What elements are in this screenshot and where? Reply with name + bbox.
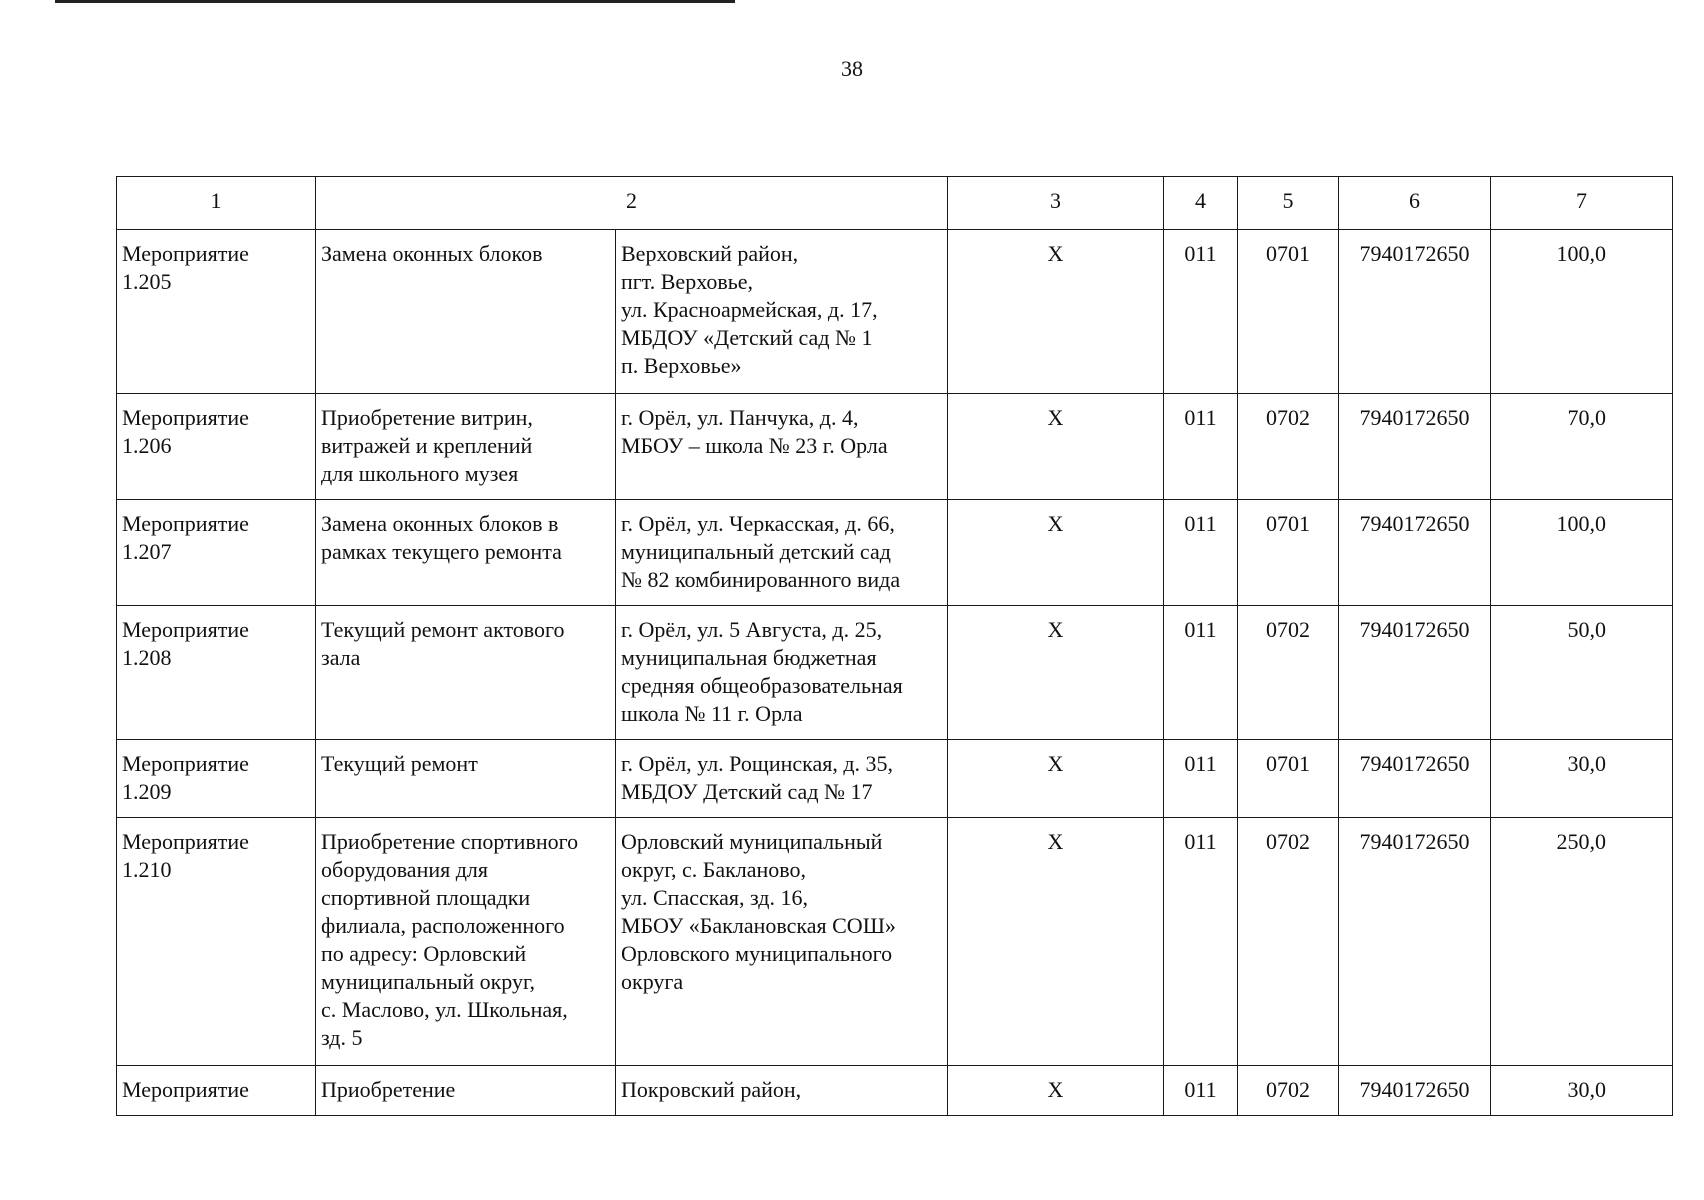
address-cell-line: муниципальный детский сад [621,539,891,564]
table-row [117,500,1673,606]
header-cell-5: 5 [1238,177,1339,230]
col3-cell: Х [948,818,1164,1066]
event-name-cell-line: Мероприятие [122,405,249,430]
table-row [117,740,1673,818]
address-cell-line: муниципальная бюджетная [621,645,877,670]
table-row [117,230,1673,394]
work-description-cell-line: оборудования для [321,857,489,882]
event-name-cell [117,230,316,394]
event-name-cell-line: 1.210 [122,857,172,882]
address-cell [616,1066,948,1116]
col6-cell: 7940172650 [1339,740,1491,818]
event-name-cell-line: 1.208 [122,645,172,670]
address-cell-line: Орловский муниципальный [621,829,883,854]
address-cell [616,230,948,394]
event-name-cell-line: Мероприятие [122,617,249,642]
work-description-cell-line: Приобретение витрин, [321,405,533,430]
table-row [117,394,1673,500]
event-name-cell-line: Мероприятие [122,751,249,776]
work-description-cell-line: Приобретение спортивного [321,829,579,854]
header-cell-2: 2 [316,177,948,230]
address-cell [616,394,948,500]
address-cell [616,740,948,818]
top-rule [55,0,735,3]
col6-cell: 7940172650 [1339,500,1491,606]
address-cell-line: п. Верховье» [621,353,742,378]
address-cell-line: пгт. Верховье, [621,269,754,294]
event-name-cell [117,818,316,1066]
work-description-cell-line: для школьного музея [321,461,519,486]
amount-cell: 30,0 [1491,740,1673,818]
work-description-cell [316,606,616,740]
table-header-row [117,177,1673,230]
header-cell-3: 3 [948,177,1164,230]
col4-cell: 011 [1164,500,1238,606]
address-cell-line: г. Орёл, ул. Панчука, д. 4, [621,405,859,430]
amount-cell: 250,0 [1491,818,1673,1066]
address-cell-line: г. Орёл, ул. Черкасская, д. 66, [621,511,895,536]
address-cell-line: ул. Красноармейская, д. 17, [621,297,878,322]
work-description-cell-line: с. Маслово, ул. Школьная, [321,997,568,1022]
work-description-cell-line: муниципальный округ, [321,969,536,994]
col3-cell: Х [948,606,1164,740]
work-description-cell [316,818,616,1066]
funding-table [116,176,1673,1116]
col6-cell: 7940172650 [1339,394,1491,500]
event-name-cell [117,1066,316,1116]
header-cell-7: 7 [1491,177,1673,230]
work-description-cell-line: филиала, расположенного [321,913,565,938]
page-number: 38 [841,56,863,81]
work-description-cell [316,394,616,500]
address-cell [616,818,948,1066]
address-cell-line: МБОУ «Баклановская СОШ» [621,913,896,938]
col5-cell: 0701 [1238,740,1339,818]
event-name-cell-line: Мероприятие [122,829,249,854]
col4-cell: 011 [1164,230,1238,394]
work-description-cell-line: Приобретение [321,1077,456,1102]
work-description-cell [316,1066,616,1116]
address-cell-line: МБОУ – школа № 23 г. Орла [621,433,888,458]
address-cell-line: МБДОУ Детский сад № 17 [621,779,873,804]
col6-cell: 7940172650 [1339,818,1491,1066]
address-cell [616,606,948,740]
event-name-cell-line: 1.209 [122,779,172,804]
table-row [117,818,1673,1066]
col5-cell: 0701 [1238,230,1339,394]
event-name-cell-line: Мероприятие [122,1077,249,1102]
col3-cell: Х [948,740,1164,818]
event-name-cell-line: 1.206 [122,433,172,458]
table-body [117,230,1673,1116]
col4-cell: 011 [1164,394,1238,500]
col5-cell: 0702 [1238,818,1339,1066]
col3-cell: Х [948,1066,1164,1116]
col4-cell: 011 [1164,606,1238,740]
col3-cell: Х [948,394,1164,500]
col4-cell: 011 [1164,1066,1238,1116]
address-cell-line: Верховский район, [621,241,799,266]
address-cell-line: ул. Спасская, зд. 16, [621,885,808,910]
address-cell-line: г. Орёл, ул. 5 Августа, д. 25, [621,617,883,642]
header-cell-1: 1 [117,177,316,230]
work-description-cell-line: Текущий ремонт актового [321,617,565,642]
work-description-cell [316,740,616,818]
amount-cell: 100,0 [1491,230,1673,394]
table-row [117,606,1673,740]
col4-cell: 011 [1164,818,1238,1066]
event-name-cell [117,606,316,740]
work-description-cell [316,500,616,606]
col3-cell: Х [948,500,1164,606]
address-cell-line: МБДОУ «Детский сад № 1 [621,325,873,350]
col5-cell: 0702 [1238,606,1339,740]
col6-cell: 7940172650 [1339,230,1491,394]
col5-cell: 0701 [1238,500,1339,606]
work-description-cell-line: Замена оконных блоков в [321,511,559,536]
event-name-cell [117,394,316,500]
address-cell-line: округ, с. Бакланово, [621,857,807,882]
work-description-cell-line: Замена оконных блоков [321,241,543,266]
address-cell-line: № 82 комбинированного вида [621,567,901,592]
amount-cell: 30,0 [1491,1066,1673,1116]
work-description-cell-line: Текущий ремонт [321,751,478,776]
address-cell-line: школа № 11 г. Орла [621,701,803,726]
work-description-cell-line: зд. 5 [321,1025,363,1050]
col6-cell: 7940172650 [1339,1066,1491,1116]
address-cell-line: округа [621,969,684,994]
col5-cell: 0702 [1238,1066,1339,1116]
col4-cell: 011 [1164,740,1238,818]
event-name-cell-line: 1.205 [122,269,172,294]
header-cell-6: 6 [1339,177,1491,230]
address-cell-line: средняя общеобразовательная [621,673,903,698]
work-description-cell-line: витражей и креплений [321,433,533,458]
address-cell [616,500,948,606]
event-name-cell [117,500,316,606]
amount-cell: 100,0 [1491,500,1673,606]
col6-cell: 7940172650 [1339,606,1491,740]
event-name-cell-line: Мероприятие [122,241,249,266]
work-description-cell [316,230,616,394]
col5-cell: 0702 [1238,394,1339,500]
table-row [117,1066,1673,1116]
amount-cell: 50,0 [1491,606,1673,740]
address-cell-line: Покровский район, [621,1077,802,1102]
work-description-cell-line: рамках текущего ремонта [321,539,562,564]
event-name-cell-line: Мероприятие [122,511,249,536]
work-description-cell-line: спортивной площадки [321,885,531,910]
address-cell-line: г. Орёл, ул. Рощинская, д. 35, [621,751,894,776]
work-description-cell-line: по адресу: Орловский [321,941,527,966]
work-description-cell-line: зала [321,645,361,670]
event-name-cell-line: 1.207 [122,539,172,564]
event-name-cell [117,740,316,818]
amount-cell: 70,0 [1491,394,1673,500]
address-cell-line: Орловского муниципального [621,941,893,966]
col3-cell: Х [948,230,1164,394]
header-cell-4: 4 [1164,177,1238,230]
